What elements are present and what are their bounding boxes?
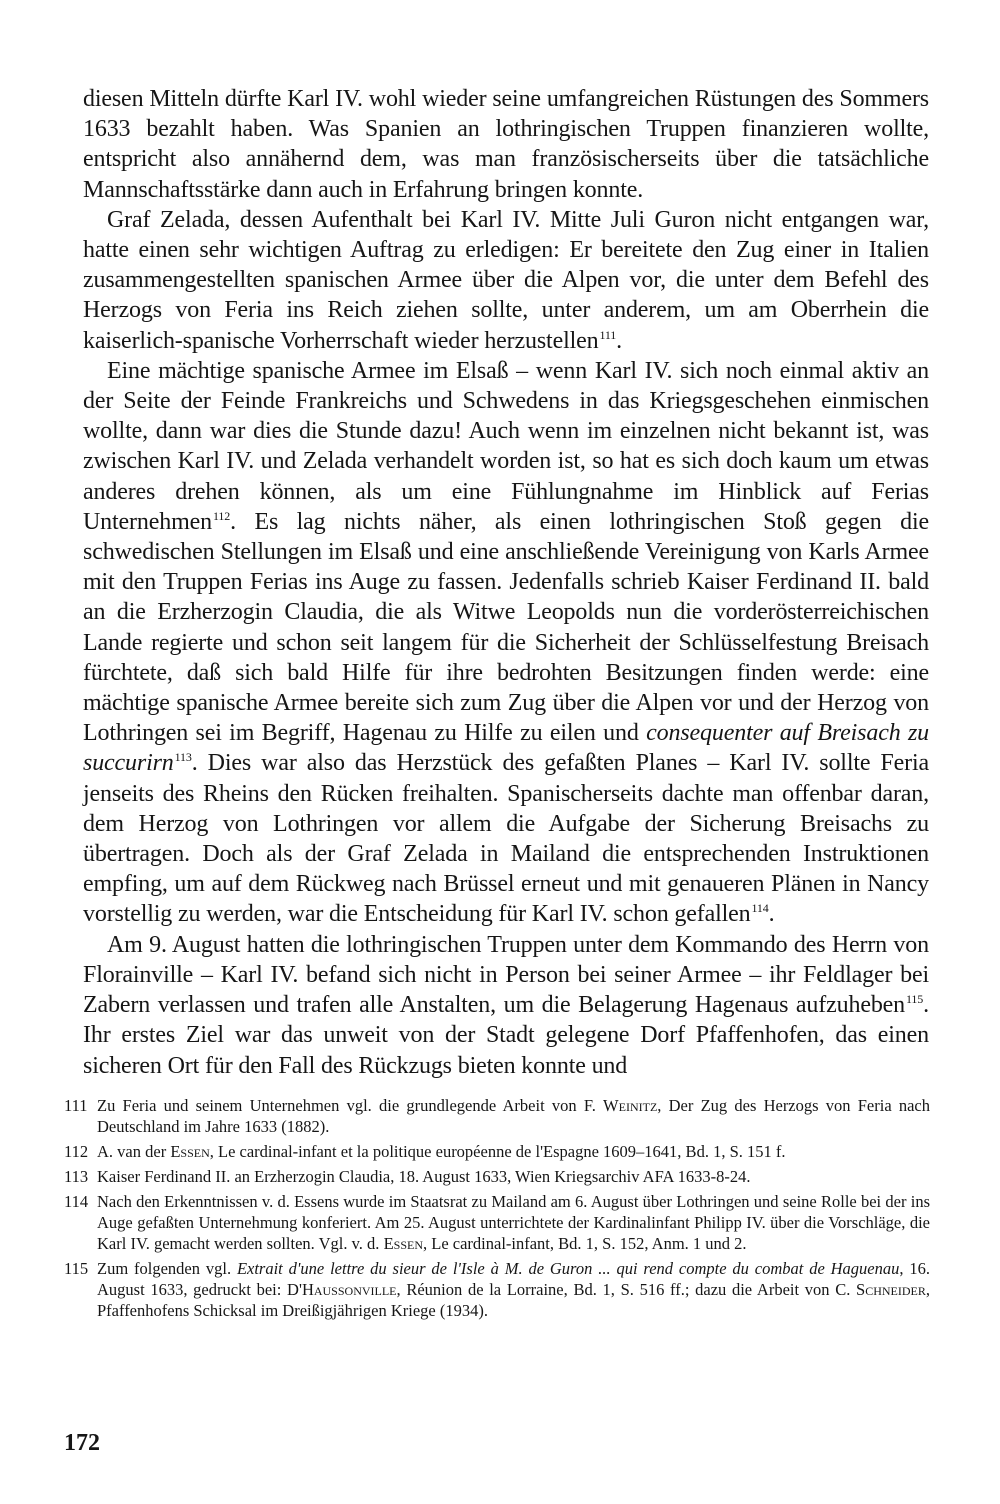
footnote-111 [64,1095,930,1137]
paragraph-3: Eine mächtige spanische Armee im Elsaß – wenn Karl IV. sich noch einmal aktiv an der Seite der Feinde Frankreichs und Schwedens in das Kriegsgeschehen einmischen wollte, dann war dies die Stunde dazu! Auch wenn im einzelnen nicht bekannt ist, was zwischen Karl IV. und Zelada verhandelt worden ist, so hat es sich doch kaum um etwas anderes drehen können, als um eine Fühlungnahme im Hinblick auf Ferias Unternehmen$^{112}$. Es lag nichts näher, als einen lothringischen Stoß gegen die schwedischen Stellungen im Elsaß und eine anschließende Vereinigung von Karls Armee mit den Truppen Ferias ins Auge zu fassen. Jedenfalls schrieb Kaiser Ferdinand II. bald an die Erzherzogin Claudia, die als Witwe Leopolds nun die vorderösterreichischen Lande regierte und schon seit langem für die Sicherheit der Schlüsselfestung Breisach fürchtete, daß sich bald Hilfe für ihre bedrohten Besitzungen finden werde: eine mächtige spanische Armee bereite sich zum Zug über die Alpen vor und der Herzog von Lothringen sei im Begriff, Hagenau zu Hilfe zu eilen und consequenter auf Breisach zu succurirn$^{113}$. Dies war also das Herzstück des gefaßten Planes – Karl IV. sollte Feria jenseits des Rheins den Rücken freihalten. Spanischerseits dachte man offenbar daran, dem Herzog von Lothringen vor allem die Aufgabe der Sicherung Breisachs zu übertragen. Doch als der Graf Zelada in Mailand die entsprechenden Instruktionen empfing, um auf dem Rückweg nach Brüssel erneut und mit genaueren Plänen in Nancy vorstellig zu werden, war die Entscheidung für Karl IV. schon gefallen$^{114}$. [83,357,929,928]
footnote-114 [64,1191,930,1254]
footnote-ref-111: 111 [599,327,617,342]
main-text [83,84,929,1081]
paragraph-2: Graf Zelada, dessen Aufenthalt bei Karl IV. Mitte Juli Guron nicht entgangen war, hatte einen sehr wichtigen Auftrag zu erledigen: Er bereitete den Zug einer in Italien zusammengestellten spanischen Armee über die Alpen vor, die unter dem Befehl des Herzogs von Feria ins Reich ziehen sollte, unter anderem, um am Oberrhein die kaiserlich-spanische Vorherrschaft wieder herzustellen$^{111}$. [83,206,929,354]
footnote-115 [64,1258,930,1321]
footnote-ref-114: 114 [751,901,769,916]
footnote-ref-115: 115 [906,992,924,1007]
footnote-text: Kaiser Ferdinand II. an Erzherzogin Claudia, 18. August 1633, Wien Kriegsarchiv AFA 1633-8-24. [97,1167,751,1186]
footnote-number: 111 [64,1096,88,1115]
footnote-number: 112 [64,1142,89,1161]
footnote-112 [64,1141,930,1162]
paragraph-4: Am 9. August hatten die lothringischen Truppen unter dem Kommando des Herrn von Florainville – Karl IV. befand sich nicht in Person bei seiner Armee – ihr Feldlager bei Zabern verlassen und trafen alle Anstalten, um die Belagerung Hagenaus aufzuheben$^{115}$. Ihr erstes Ziel war das unweit von der Stadt gelegene Dorf Pfaffenhofen, das einen sicheren Ort für den Fall des Rückzugs bieten konnte und [83,931,929,1079]
footnote-113 [64,1166,930,1187]
footnote-text: Zu Feria und seinem Unternehmen vgl. die grundlegende Arbeit von F. Weinitz, Der Zug des Herzogs von Feria nach Deutschland im Jahre 1633 (1882). [97,1096,931,1136]
footnote-text: A. van der Essen, Le cardinal-infant et la politique européenne de l'Espagne 1609–1641, Bd. 1, S. 151 f. [97,1142,786,1161]
footnote-text: Nach den Erkenntnissen v. d. Essens wurde im Staatsrat zu Mailand am 6. August über Lothringen und seine Rolle bei der ins Auge gefaßten Unternehmung konferiert. Am 25. August unterrichtete der Kardinalinfant Philipp IV. über die Vorschläge, die Karl IV. gemacht werden sollten. Vgl. v. d. Essen, Le cardinal-infant, Bd. 1, S. 152, Anm. 1 und 2. [97,1192,930,1253]
paragraph-1: diesen Mitteln dürfte Karl IV. wohl wieder seine umfangreichen Rüstungen des Sommers 1633 bezahlt haben. Was Spanien an lothringischen Truppen finanzieren wollte, entspricht also annähernd dem, was man französischerseits über die tatsächliche Mannschaftsstärke dann auch in Erfahrung bringen konnte. [83,86,929,203]
footnote-number: 115 [64,1259,89,1278]
page-number: 172 [64,1430,100,1456]
quoted-phrase: consequenter auf Breisach zu succurirn [83,720,929,777]
footnote-number: 114 [64,1192,89,1211]
footnotes [64,1095,930,1325]
footnote-number: 113 [64,1167,89,1186]
footnote-ref-112: 112 [212,508,231,523]
footnote-text: Zum folgenden vgl. Extrait d'une lettre du sieur de l'Isle à M. de Guron ... qui rend compte du combat de Haguenau, 16. August 1633, gedruckt bei: D'Haussonville, Réunion de la Lorraine, Bd. 1, S. 516 ff.; dazu die Arbeit von C. Schneider, Pfaffenhofens Schicksal im Dreißigjährigen Kriege (1934). [97,1259,931,1320]
footnote-ref-113: 113 [174,750,192,765]
